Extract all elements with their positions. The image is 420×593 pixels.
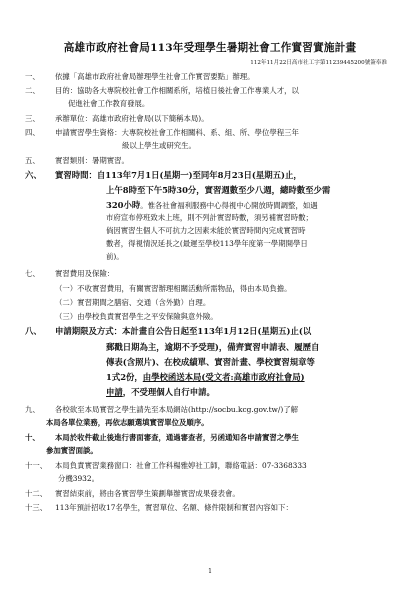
item-6-label: 實習時間： — [55, 170, 97, 180]
item-8-line-2: 郵戳日期為主，逾期不予受理)，備齊實習申請表、履歷自 — [106, 342, 320, 352]
item-8-line-3: 傳表(含照片)、在校成績單、實習計畫、學校實習規章等 — [106, 357, 315, 367]
item-10-continuation: 參加實習面談。 — [46, 446, 98, 455]
item-6-line-3-rest: 。惟各社會福利服務中心得視中心開放時間調整，如遇 — [140, 201, 318, 210]
item-9 — [25, 404, 395, 415]
item-10 — [25, 432, 395, 443]
page-number: 1 — [208, 568, 212, 575]
item-8-end: 。 — [206, 387, 215, 397]
item-11-continuation: 分機3932。 — [58, 474, 99, 483]
item-2-text: 目的：協助各大專院校社會工作相關系所，培植日後社會工作專業人才，以 — [55, 86, 299, 95]
item-8-number: 八、 — [25, 326, 42, 336]
item-7 — [25, 268, 395, 279]
item-8-no-individual: ，不受理個人自行申請 — [122, 387, 207, 397]
item-1 — [25, 71, 395, 82]
item-6-line-1: 自113年7月1日(星期一)至同年8月23日(星期五)止， — [96, 170, 302, 180]
item-8-apply: 申請 — [106, 387, 123, 397]
item-9-text: 各校欲至本局實習之學生請先至本局網站(http://socbu.kcg.gov.tw/)了解 — [55, 405, 299, 414]
item-6-line-2: 上午8時至下午5時30分，實習週數至少八週，總時數至少需 — [106, 185, 331, 195]
item-8-line-1: 本計畫自公告日起至113年1月12日(星期五)止(以 — [122, 326, 312, 336]
item-5-number: 五、 — [25, 156, 40, 165]
item-7-sub-3: （三）由學校負責實習學生之平安保險與意外險。 — [55, 312, 218, 321]
item-3-number: 三、 — [25, 114, 40, 123]
item-7-number: 七、 — [25, 269, 40, 278]
item-12-text: 實習結束前，將由各實習學生策劃舉辦實習成果發表會。 — [55, 489, 240, 498]
item-10-number: 十、 — [25, 433, 40, 442]
item-8-copies: 1式2份， — [106, 372, 143, 382]
item-5-text: 實習類別：暑期實習。 — [55, 156, 129, 165]
item-7-text: 實習費用及保險： — [55, 269, 115, 278]
item-7-sub-2: （二）實習期間之膳宿、交通（含外勤）自理。 — [55, 298, 211, 307]
item-11 — [25, 460, 395, 471]
item-1-number: 一、 — [25, 72, 40, 81]
item-4-continuation: 級以上學生或研究生。 — [122, 141, 196, 150]
item-6-hours: 320小時 — [106, 200, 141, 210]
item-6-line-6: 數者，得視情況延長之(最遲至學校113學年度第一學期開學日 — [106, 239, 308, 248]
item-9-continuation: 本局各單位業務，再依志願選填實習單位及順序。 — [46, 418, 209, 427]
item-8-line-4 — [106, 370, 305, 385]
item-12 — [25, 488, 395, 499]
item-4-number: 四、 — [25, 128, 40, 137]
item-8-submission: 由學校函送本局(受文者:高雄市政府社會局) — [142, 372, 305, 382]
item-8-label: 申請期限及方式： — [55, 326, 122, 336]
item-6-line-3 — [106, 199, 318, 213]
item-2-number: 二、 — [25, 86, 40, 95]
item-6 — [25, 168, 395, 183]
item-8-line-5 — [106, 385, 215, 400]
item-13-number: 十三、 — [25, 503, 48, 512]
item-5 — [25, 155, 395, 166]
item-13 — [25, 502, 395, 513]
item-6-number: 六、 — [25, 170, 42, 180]
item-3-text: 承辦單位：高雄市政府社會局(以下簡稱本局)。 — [55, 114, 209, 123]
document-title: 高雄市政府社會局113年受理學生暑期社會工作實習實施計畫 — [63, 42, 357, 54]
item-8 — [25, 324, 395, 339]
item-6-line-4: 市府宣布停班致未上班，則不列計實習時數，須另補實習時數； — [106, 213, 313, 222]
item-2 — [25, 85, 395, 96]
item-3 — [25, 113, 395, 124]
item-2-continuation: 促進社會工作教育發展。 — [68, 99, 150, 108]
item-1-text: 依據「高雄市政府社會局辦理學生社會工作實習要點」辦理。 — [55, 72, 255, 81]
item-13-text: 113年預計招收17名學生，實習單位、名額、條件限制和實習內容如下： — [55, 503, 293, 512]
item-11-number: 十一、 — [25, 461, 48, 470]
item-9-number: 九、 — [25, 405, 40, 414]
reference-number: 112年11月22日高市社工字第11239445200號簽奉准 — [250, 60, 387, 66]
item-12-number: 十二、 — [25, 489, 48, 498]
item-6-line-5: 倘因實習生個人不可抗力之因素未能於實習時間內完成實習時 — [106, 226, 306, 235]
item-4 — [25, 127, 395, 138]
item-10-text: 本局於收件截止後進行書面審查，通過審查者，另函通知各申請實習之學生 — [55, 433, 299, 442]
item-6-line-7: 前)。 — [106, 252, 124, 261]
item-4-text: 申請實習學生資格：大專院校社會工作相關科、系、組、所、學位學程三年 — [55, 128, 299, 137]
item-7-sub-1: （一）不收實習費用，有關實習辦理相關活動所需物品，得由本局負擔。 — [55, 284, 292, 293]
item-11-text: 本局負責實習業務窗口：社會工作科楊雅婷社工師，聯絡電話：07-3368333 — [55, 461, 307, 470]
